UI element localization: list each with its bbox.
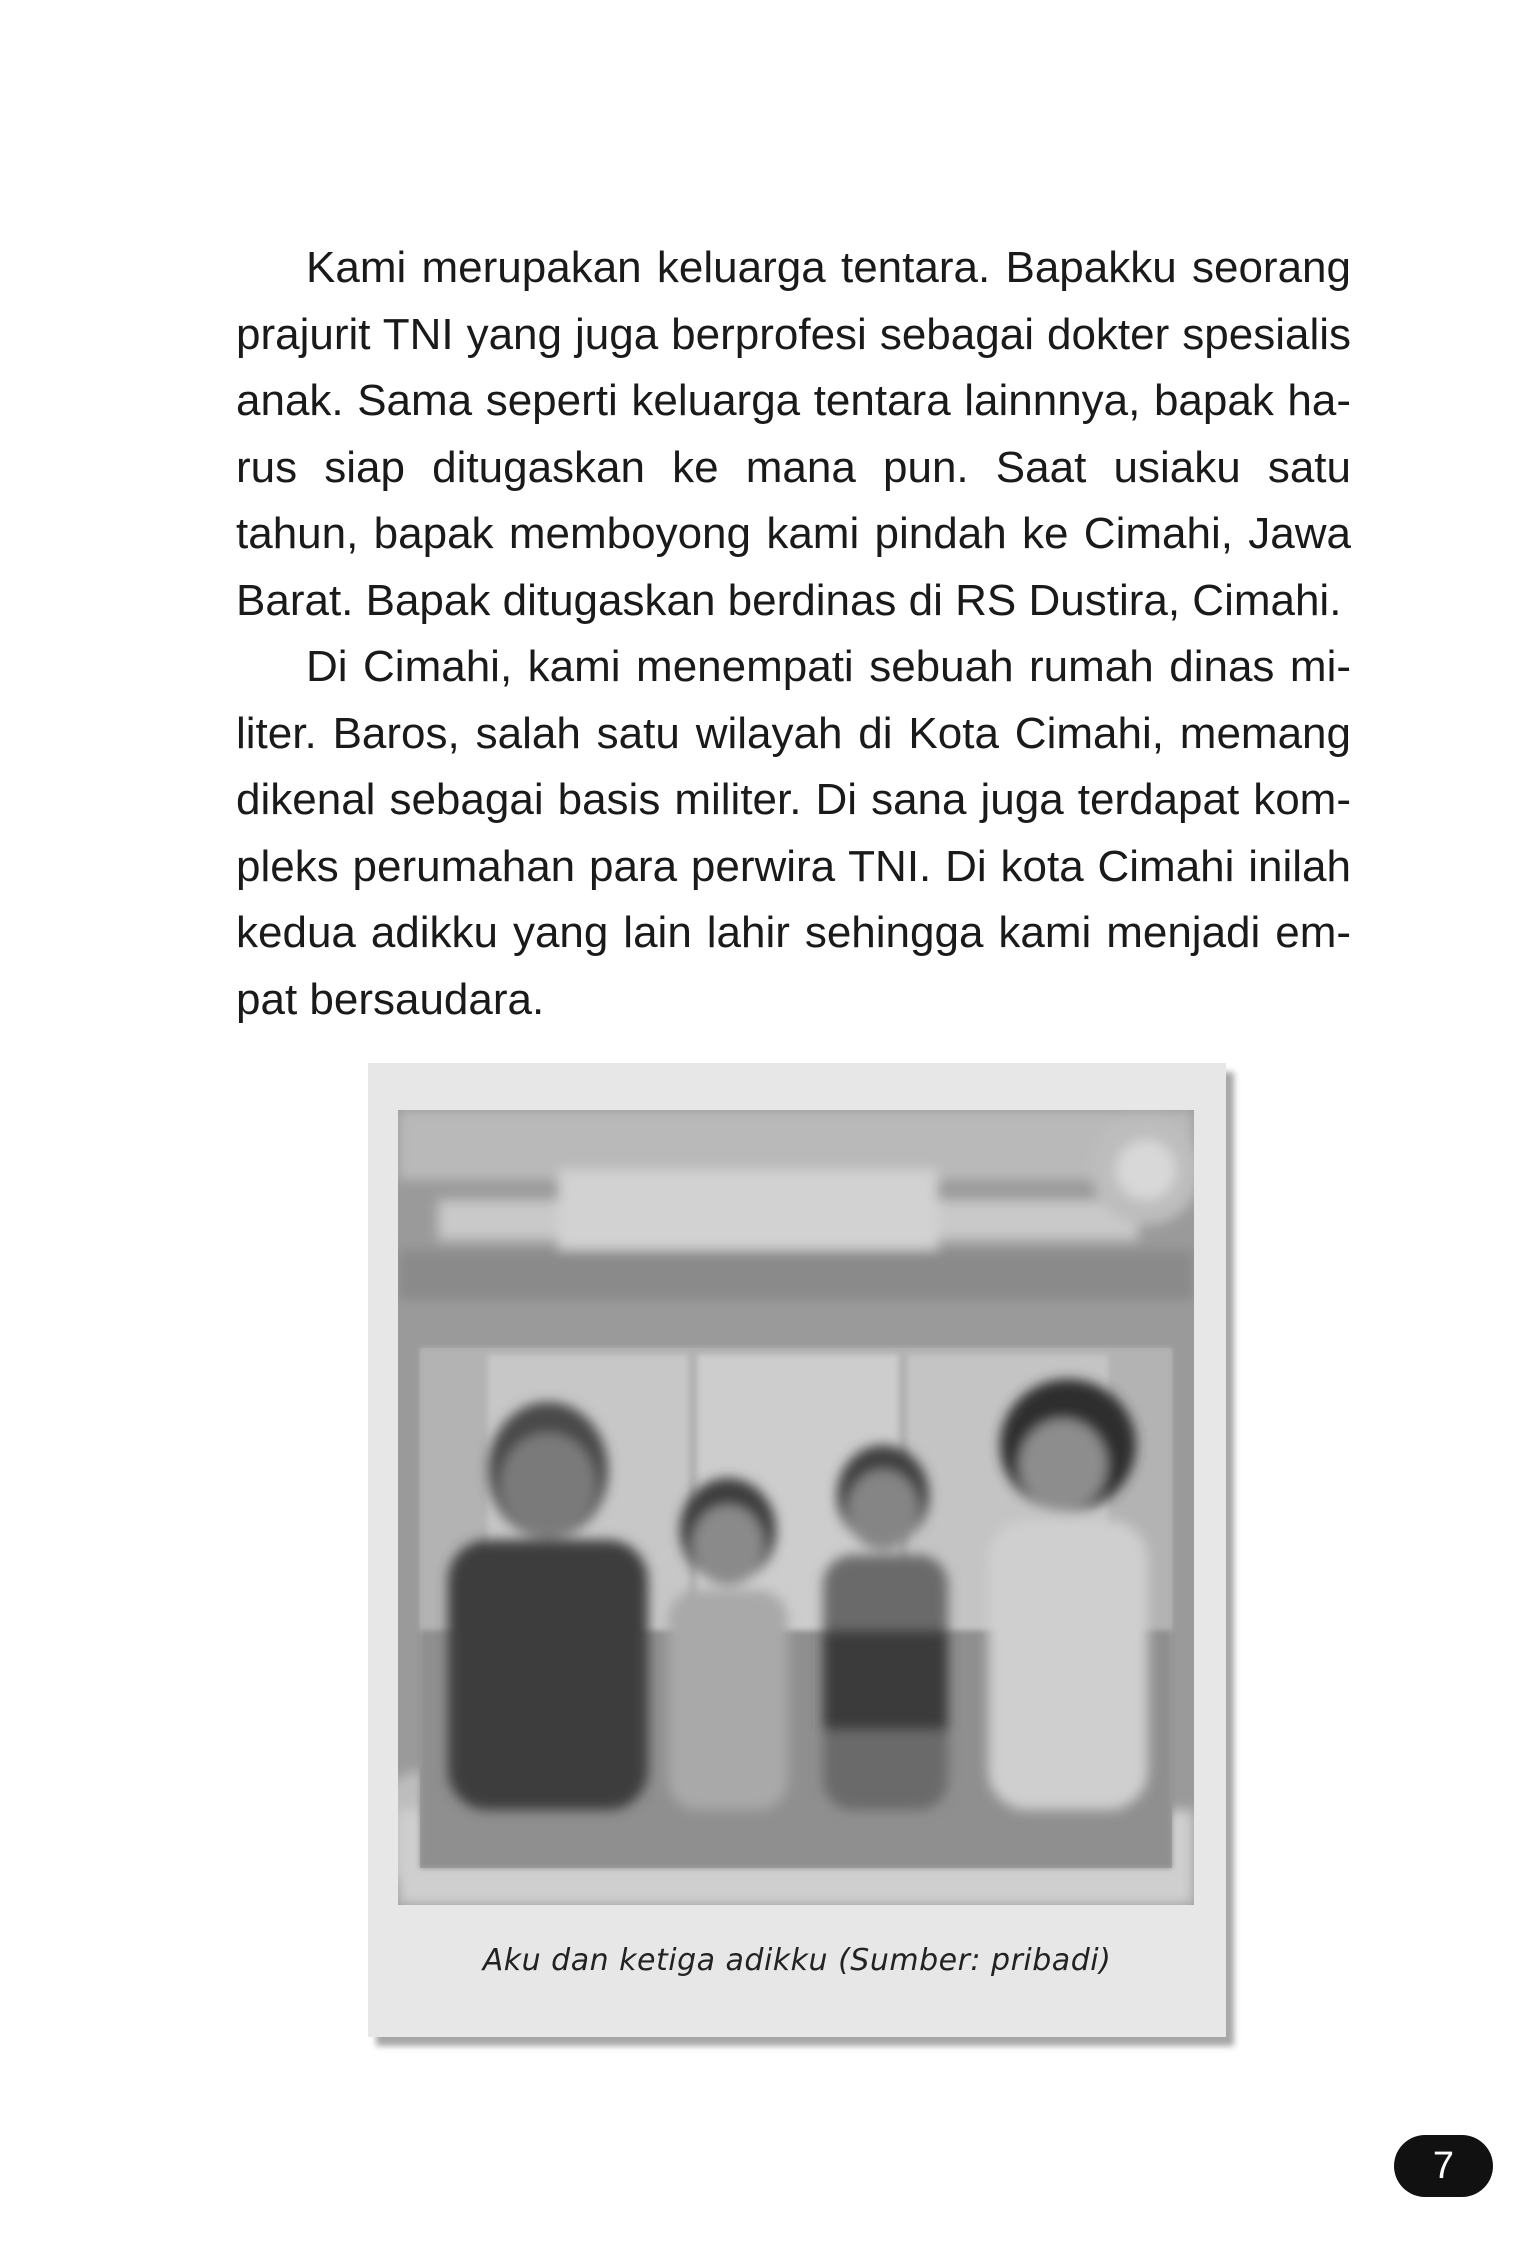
page-number: 7 xyxy=(1394,2135,1493,2197)
family-photo xyxy=(398,1110,1194,1905)
photo-caption: Aku dan ketiga adikku (Sumber: pribadi) xyxy=(482,1943,1112,1978)
body-text xyxy=(236,235,1351,1033)
paragraph-2: Di Cimahi, kami menempati sebuah rumah dinas militer. Baros, salah satu wilayah di Kota Cimahi, memang dikenal sebagai basis militer. Di sana juga terdapat kompleks perumahan para perwira TNI. Di kota Cimahi inilah kedua adikku yang lain lahir sehingga kami menjadi empat bersaudara. xyxy=(236,642,1351,1024)
photo-frame xyxy=(368,1063,1226,2037)
paragraph-1: Kami merupakan keluarga tentara. Bapakku seorang prajurit TNI yang juga berprofesi sebagai dokter spesialis anak. Sama seperti keluarga tentara lainnnya, bapak harus siap ditugaskan ke mana pun. Saat usiaku satu tahun, bapak memboyong kami pindah ke Cimahi, Jawa Barat. Bapak ditugaskan berdinas di RS Dustira, Cimahi. xyxy=(236,243,1351,625)
family-photo-illustration xyxy=(398,1110,1194,1905)
